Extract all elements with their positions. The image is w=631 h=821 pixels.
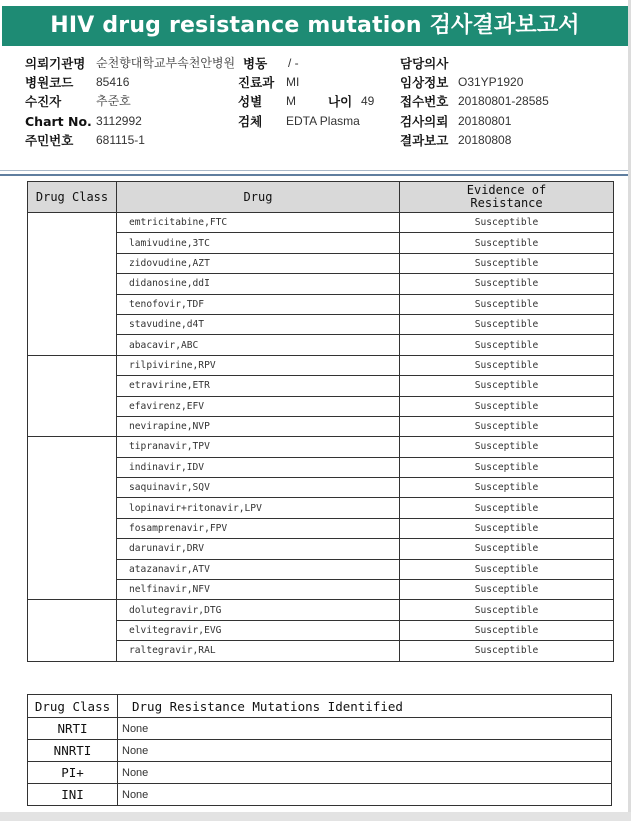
ward-label: 병동: [243, 56, 268, 71]
resistance-result: Susceptible: [400, 600, 614, 620]
drug-name: lamivudine,3TC: [117, 233, 400, 253]
request-value: 20180801: [458, 114, 512, 128]
mutation-value: None: [118, 718, 612, 740]
table-row: [28, 718, 612, 740]
resistance-result: Susceptible: [400, 253, 614, 273]
clinical-info-value: O31YP1920: [458, 75, 524, 89]
table-row: [28, 740, 612, 762]
resistance-result: Susceptible: [400, 294, 614, 314]
table-row: [28, 437, 614, 457]
header-drug-class: Drug Class: [28, 182, 117, 213]
ward-value: / -: [288, 56, 299, 70]
resistance-result: Susceptible: [400, 213, 614, 233]
receipt-no-label: 접수번호: [400, 94, 449, 109]
section-divider: [0, 170, 631, 171]
drug-name: nelfinavir,NFV: [117, 580, 400, 600]
drug-name: rilpivirine,RPV: [117, 355, 400, 375]
resistance-result: Susceptible: [400, 620, 614, 640]
drug-name: raltegravir,RAL: [117, 641, 400, 661]
drug-name: tenofovir,TDF: [117, 294, 400, 314]
id-label: 주민번호: [25, 133, 74, 148]
table-row: [28, 213, 614, 233]
table-row: [28, 600, 614, 620]
drug-class-cell: [28, 437, 117, 600]
id-value: 681115-1: [96, 133, 145, 147]
drug-name: fosamprenavir,FPV: [117, 518, 400, 538]
header-evidence-line1: Evidence of: [466, 183, 547, 197]
drug-name: etravirine,ETR: [117, 376, 400, 396]
drug-name: nevirapine,NVP: [117, 416, 400, 436]
resistance-result: Susceptible: [400, 416, 614, 436]
header-mutations: Drug Resistance Mutations Identified: [118, 695, 612, 718]
mutation-class: NRTI: [28, 718, 118, 740]
mutation-class: NNRTI: [28, 740, 118, 762]
drug-name: dolutegravir,DTG: [117, 600, 400, 620]
drug-name: saquinavir,SQV: [117, 478, 400, 498]
table-row: [28, 762, 612, 784]
resistance-result: Susceptible: [400, 233, 614, 253]
drug-name: indinavir,IDV: [117, 457, 400, 477]
header-mutation-class: Drug Class: [28, 695, 118, 718]
chart-no-label: Chart No.: [25, 114, 92, 129]
resistance-result: Susceptible: [400, 355, 614, 375]
drug-name: didanosine,ddI: [117, 274, 400, 294]
mutation-table-header: [28, 695, 612, 718]
resistance-result: Susceptible: [400, 274, 614, 294]
header-evidence-line2: Resistance: [470, 196, 543, 210]
resistance-result: Susceptible: [400, 539, 614, 559]
drug-name: elvitegravir,EVG: [117, 620, 400, 640]
drug-class-cell: [28, 355, 117, 437]
hospital-code-value: 85416: [96, 75, 130, 89]
drug-name: atazanavir,ATV: [117, 559, 400, 579]
drug-class-cell: [28, 600, 117, 661]
sex-label: 성별: [238, 94, 263, 109]
resistance-result: Susceptible: [400, 478, 614, 498]
resistance-result: Susceptible: [400, 437, 614, 457]
resistance-table-header: [28, 182, 614, 213]
bottom-margin: [0, 812, 631, 821]
resistance-result: Susceptible: [400, 559, 614, 579]
section-divider-thick: [0, 174, 631, 176]
resistance-result: Susceptible: [400, 518, 614, 538]
resistance-result: Susceptible: [400, 457, 614, 477]
doctor-label: 담당의사: [400, 56, 449, 71]
drug-name: abacavir,ABC: [117, 335, 400, 355]
resistance-result: Susceptible: [400, 396, 614, 416]
drug-name: lopinavir+ritonavir,LPV: [117, 498, 400, 518]
mutation-table: [27, 694, 612, 806]
resistance-result: Susceptible: [400, 376, 614, 396]
mutation-class: INI: [28, 784, 118, 806]
institution-value: 순천향대학교부속천안병원: [96, 56, 236, 70]
drug-class-cell: [28, 213, 117, 356]
report-date-value: 20180808: [458, 133, 512, 147]
resistance-result: Susceptible: [400, 314, 614, 334]
report-date-label: 결과보고: [400, 133, 449, 148]
resistance-result: Susceptible: [400, 335, 614, 355]
hospital-code-label: 병원코드: [25, 75, 74, 90]
department-label: 진료과: [238, 75, 275, 90]
chart-no-value: 3112992: [96, 114, 142, 128]
drug-name: stavudine,d4T: [117, 314, 400, 334]
institution-label: 의뢰기관명: [25, 56, 86, 71]
resistance-result: Susceptible: [400, 641, 614, 661]
mutation-value: None: [118, 740, 612, 762]
resistance-table: [27, 181, 614, 662]
drug-name: darunavir,DRV: [117, 539, 400, 559]
table-row: [28, 355, 614, 375]
drug-name: zidovudine,AZT: [117, 253, 400, 273]
table-row: [28, 784, 612, 806]
specimen-label: 검체: [238, 114, 263, 129]
report-title: HIV drug resistance mutation 검사결과보고서: [2, 6, 628, 46]
drug-name: tipranavir,TPV: [117, 437, 400, 457]
drug-name: emtricitabine,FTC: [117, 213, 400, 233]
age-label: 나이: [328, 94, 353, 109]
patient-label: 수진자: [25, 94, 62, 109]
sex-value: M: [286, 94, 296, 108]
mutation-class: PI+: [28, 762, 118, 784]
clinical-info-label: 임상정보: [400, 75, 449, 90]
mutation-value: None: [118, 762, 612, 784]
receipt-no-value: 20180801-28585: [458, 94, 549, 108]
age-value: 49: [361, 94, 375, 108]
patient-value: 추준호: [96, 94, 131, 108]
header-evidence: [400, 182, 614, 213]
header-drug: Drug: [117, 182, 400, 213]
specimen-value: EDTA Plasma: [286, 114, 360, 128]
request-label: 검사의뢰: [400, 114, 449, 129]
mutation-value: None: [118, 784, 612, 806]
resistance-result: Susceptible: [400, 580, 614, 600]
resistance-result: Susceptible: [400, 498, 614, 518]
department-value: MI: [286, 75, 300, 89]
drug-name: efavirenz,EFV: [117, 396, 400, 416]
